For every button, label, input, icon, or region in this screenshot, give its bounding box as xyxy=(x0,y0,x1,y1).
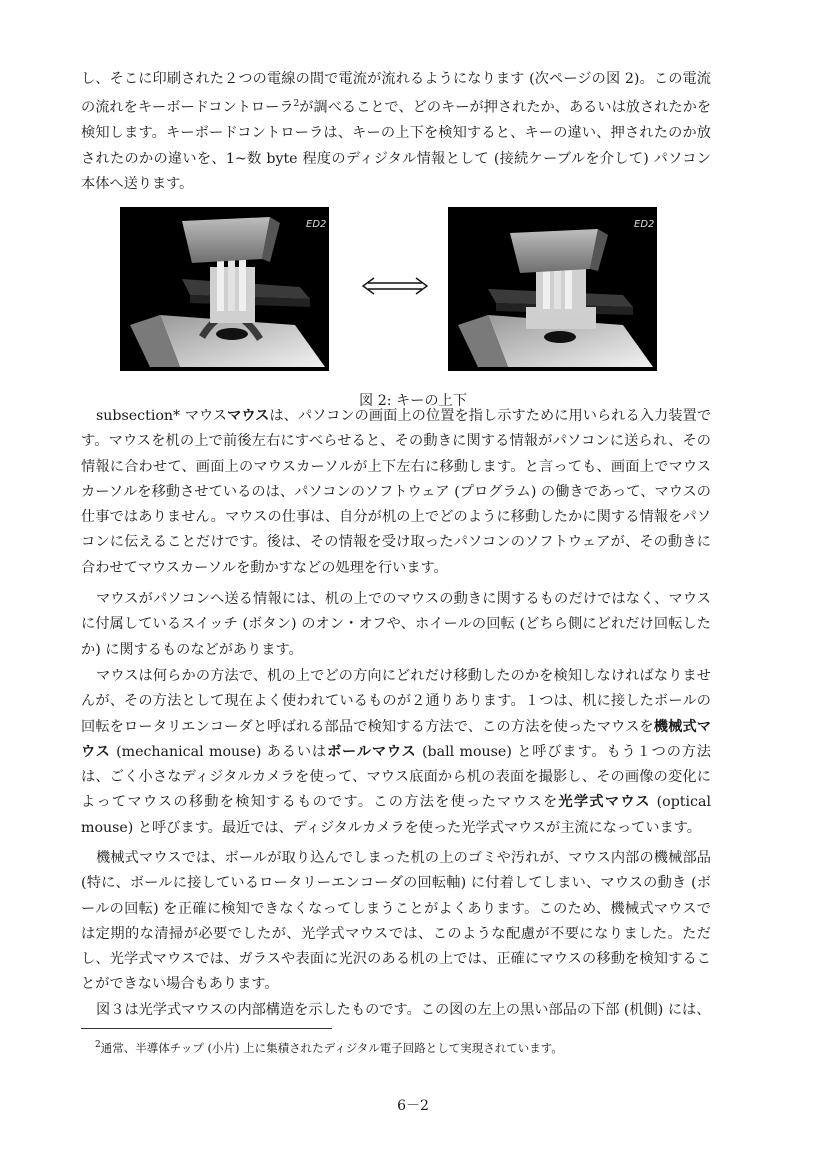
paragraph-mouse-methods xyxy=(81,664,711,841)
paragraph-text: マウスがパソコンへ送る情報には、机の上でのマウスの動きに関するものだけではなく、マウスに付属しているスイッチ (ボタン) のオン・オフや、ホイールの回転 (どちら側にどれだけ回転したか) に関するものなどがあります。 xyxy=(81,591,711,658)
figure-caption: 図 2: キーの上下 xyxy=(359,393,467,409)
ed2-logo: ED2 xyxy=(634,219,655,230)
paragraph-mouse-info xyxy=(81,587,711,663)
bold-term: 機械式マウス xyxy=(81,718,711,760)
page-number: 6－2 xyxy=(397,1098,429,1114)
footnote-text: 通常、半導体チップ (小片) 上に集積されたディジタル電子回路として実現されています。 xyxy=(100,1040,563,1055)
paragraph-text: マウスは何らかの方法で、机の上でどの方向にどれだけ移動したのかを検知しなければなりませんが、その方法として現在よく使われているものが２通りあります。１つは、机に接したボールの回転をロータリエンコーダと呼ばれる部品で検知する方法で、この方法を使ったマウスを xyxy=(81,668,711,735)
paragraph-text: subsection* マウス xyxy=(96,408,228,424)
bold-term: マウス xyxy=(227,408,270,424)
paragraph-text: 機械式マウスでは、ボールが取り込んでしまった机の上のゴミや汚れが、マウス内部の機械部品 (特に、ボールに接しているロータリーエンコーダの回転軸) に付着してしまい、マウスの動き (ボールの回転) を正確に検知できなくなってしまうことがよくあります。このため、機械式マウスでは定期的な清掃が必要でしたが、光学式マウスでは、このような配慮が不要になりました。ただし、光学式マウスでは、ガラスや表面に光沢のある机の上では、正確にマウスの移動を検知することができない場合もあります。 xyxy=(81,850,711,993)
paragraph-text: 図３は光学式マウスの内部構造を示したものです。この図の左上の黒い部品の下部 (机側) には、 xyxy=(96,1002,711,1018)
paragraph-text: は、パソコンの画面上の位置を指し示すために用いられる入力装置です。マウスを机の上で前後左右にすべらせると、その動きに関する情報がパソコンに送られ、その情報に合わせて、画面上のマウスカーソルが上下左右に移動します。と言っても、画面上でマウスカーソルを移動させているのは、パソコンのソフトウェア (プログラム) の働きであって、マウスの仕事ではありません。マウスの仕事は、自分が机の上でどのように移動したかに関する情報をパソコンに伝えることだけです。後は、その情報を受け取ったパソコンのソフトウェアが、その動きに合わせてマウスカーソルを動かすなどの処理を行います。 xyxy=(81,408,712,576)
key-up-illustration xyxy=(120,207,329,371)
paragraph-text: し、そこに印刷された２つの電線の間で電流が流れるようになります (次ページの図 2)。この電流の流れをキーボードコントローラ xyxy=(81,71,711,117)
paragraph-figure3-ref xyxy=(81,998,711,1023)
footnote-reference: 2 xyxy=(293,99,300,110)
bold-term: ボールマウス xyxy=(326,743,417,760)
paragraph-mechanical-mouse xyxy=(81,846,711,998)
ed2-logo: ED2 xyxy=(306,219,327,230)
paragraph-text: (mechanical mouse) あるいは xyxy=(110,743,327,760)
paragraph-text: が調べることで、どのキーが押されたか、あるいは放されたかを検知します。キーボードコントローラは、キーの上下を検知すると、キーの違い、押されたのか放されたのかの違いを、1~数 byte 程度のディジタル情報として (接続ケーブルを介して) パソコン本体へ送ります。 xyxy=(81,100,712,192)
paragraph-mouse-intro xyxy=(81,404,711,581)
paragraph-text: (ball mouse) と呼びます。もう１つの方法は、ごく小さなディジタルカメラを使って、マウス底面から机の表面を撮影し、その画像の変化によってマウスの移動を検知するものです。この方法を使ったマウスを xyxy=(81,743,711,811)
footnote-mark: 2 xyxy=(95,1040,101,1050)
key-down-illustration xyxy=(448,207,657,371)
double-arrow-icon xyxy=(360,276,430,296)
bold-term: 光学式マウス xyxy=(558,794,651,811)
footnote-rule xyxy=(81,1028,332,1029)
paragraph-keyboard-controller xyxy=(81,67,711,197)
key-down-image xyxy=(448,207,657,371)
footnote xyxy=(81,1036,721,1057)
paragraph-text: (optical mouse) と呼びます。最近では、ディジタルカメラを使った光学式マウスが主流になっています。 xyxy=(81,794,711,836)
key-up-image xyxy=(120,207,329,371)
